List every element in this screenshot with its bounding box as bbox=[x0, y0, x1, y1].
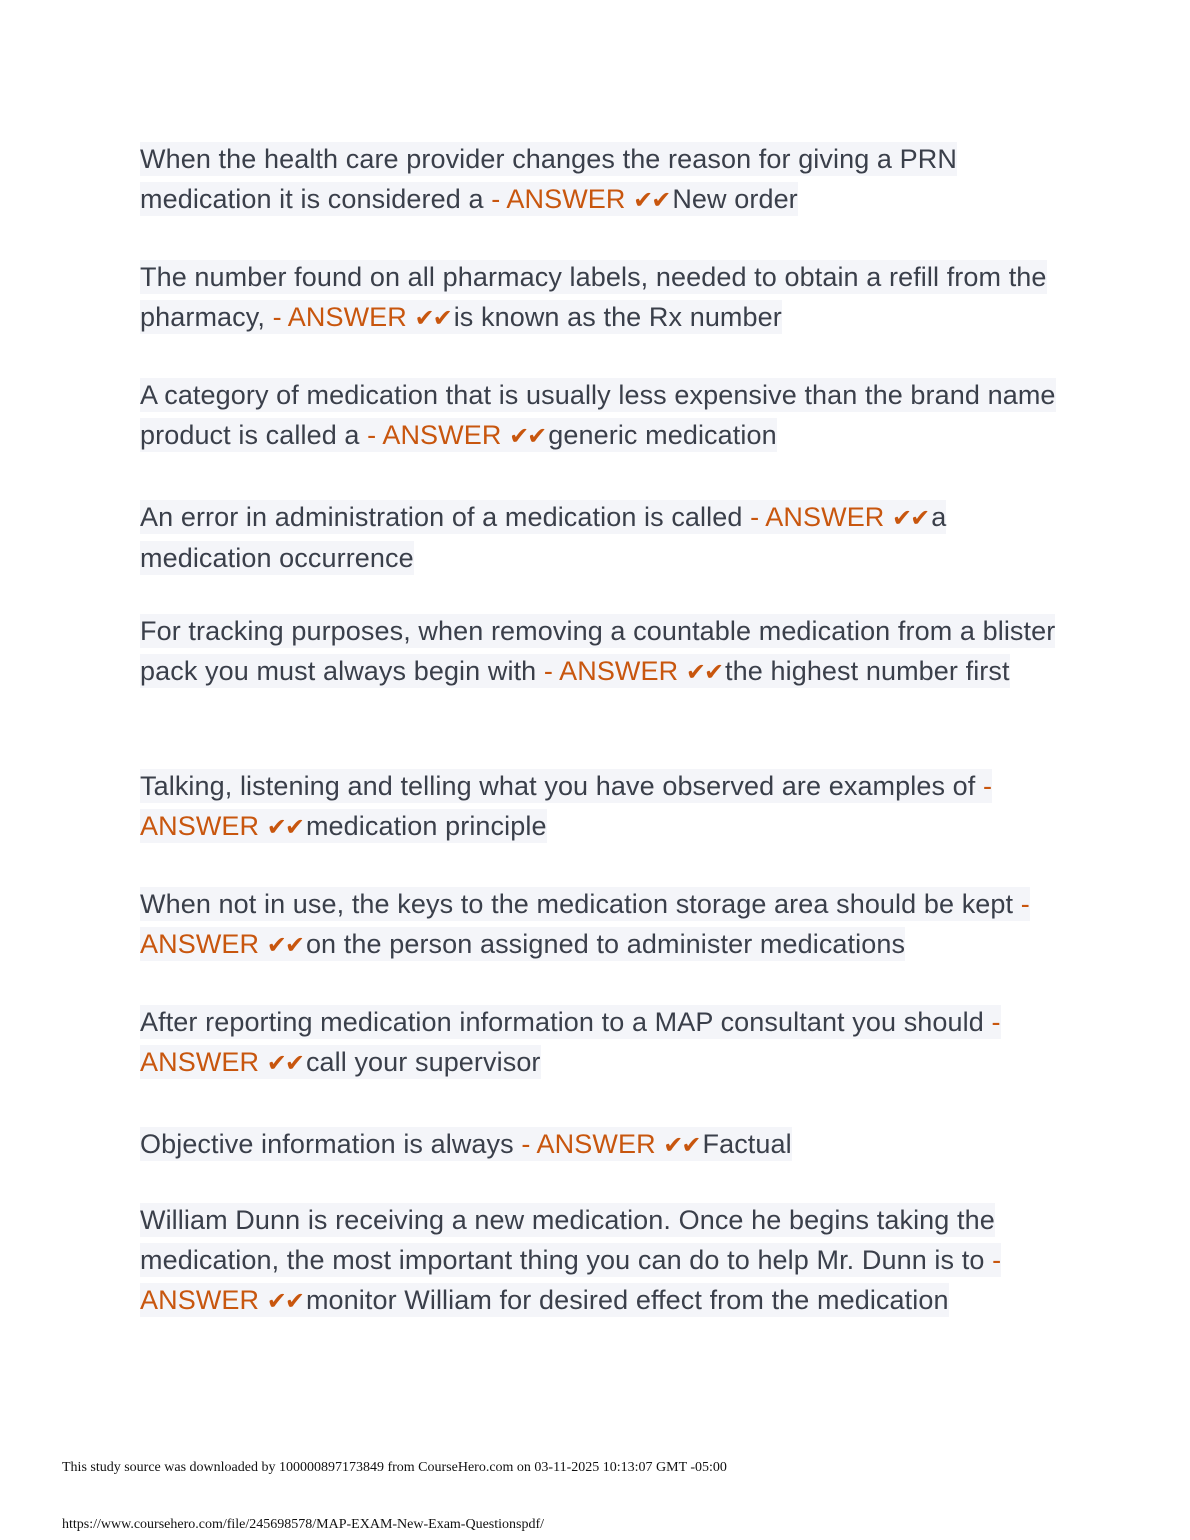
double-check-icon: ✔✔ bbox=[414, 304, 451, 332]
question-text: An error in administration of a medication is called bbox=[140, 502, 743, 532]
answer-label: - ANSWER bbox=[521, 1129, 656, 1159]
answer-text: Factual bbox=[702, 1129, 792, 1159]
qa-item bbox=[140, 611, 1060, 692]
answer-text: is known as the Rx number bbox=[453, 302, 782, 332]
source-url-link[interactable]: https://www.coursehero.com/file/245698578/MAP-EXAM-New-Exam-Questionspdf/ bbox=[62, 1517, 545, 1532]
double-check-icon: ✔✔ bbox=[509, 422, 546, 450]
qa-item bbox=[140, 1124, 1060, 1165]
answer-label: - ANSWER bbox=[491, 184, 626, 214]
qa-item bbox=[140, 766, 1060, 847]
answer-text: the highest number first bbox=[725, 656, 1010, 686]
double-check-icon: ✔✔ bbox=[266, 1287, 303, 1315]
question-text: Talking, listening and telling what you have observed are examples of bbox=[140, 771, 976, 801]
qa-item bbox=[140, 497, 1060, 578]
question-text: After reporting medication information to a MAP consultant you should bbox=[140, 1007, 984, 1037]
question-text: For tracking purposes, when removing a countable medication from a blister pack you must always begin with bbox=[140, 616, 1056, 686]
answer-text: New order bbox=[672, 184, 798, 214]
question-text: Objective information is always bbox=[140, 1129, 514, 1159]
answer-label: - ANSWER bbox=[750, 502, 885, 532]
answer-text: call your supervisor bbox=[305, 1047, 541, 1077]
answer-label: - ANSWER bbox=[272, 302, 407, 332]
double-check-icon: ✔✔ bbox=[633, 186, 670, 214]
qa-item bbox=[140, 1002, 1060, 1083]
double-check-icon: ✔✔ bbox=[266, 1049, 303, 1077]
qa-item bbox=[140, 1200, 1060, 1321]
answer-label: - ANSWER bbox=[367, 420, 502, 450]
double-check-icon: ✔✔ bbox=[685, 658, 723, 686]
question-text: When the health care provider changes the reason for giving a PRN medication it is considered a bbox=[140, 144, 957, 214]
qa-item bbox=[140, 884, 1060, 965]
question-text: A category of medication that is usually less expensive than the brand name product is called a bbox=[140, 380, 1056, 450]
qa-item bbox=[140, 375, 1060, 456]
answer-text: a medication occurrence bbox=[140, 502, 947, 573]
answer-label: - ANSWER bbox=[140, 1245, 1002, 1315]
download-notice: This study source was downloaded by 100000897173849 from CourseHero.com on 03-11-2025 10:13:07 GMT -05:00 bbox=[62, 1460, 727, 1475]
answer-text: generic medication bbox=[548, 420, 777, 450]
answer-label: - ANSWER bbox=[140, 771, 993, 841]
double-check-icon: ✔✔ bbox=[892, 504, 929, 532]
question-text: William Dunn is receiving a new medication. Once he begins taking the medication, the most important thing you can do to help Mr. Dunn is to bbox=[140, 1205, 995, 1275]
answer-text: monitor William for desired effect from the medication bbox=[305, 1285, 949, 1315]
question-text: When not in use, the keys to the medication storage area should be kept bbox=[140, 889, 1014, 919]
answer-text: on the person assigned to administer medications bbox=[305, 929, 906, 959]
answer-label: - ANSWER bbox=[140, 1007, 1001, 1077]
answer-label: - ANSWER bbox=[543, 656, 679, 686]
qa-item bbox=[140, 257, 1060, 338]
double-check-icon: ✔✔ bbox=[266, 813, 303, 841]
answer-text: medication principle bbox=[305, 811, 547, 841]
double-check-icon: ✔✔ bbox=[266, 931, 303, 959]
answer-label: - ANSWER bbox=[140, 889, 1030, 959]
double-check-icon: ✔✔ bbox=[663, 1131, 700, 1159]
qa-item bbox=[140, 139, 1060, 220]
question-text: The number found on all pharmacy labels, needed to obtain a refill from the pharmacy, bbox=[140, 262, 1047, 332]
